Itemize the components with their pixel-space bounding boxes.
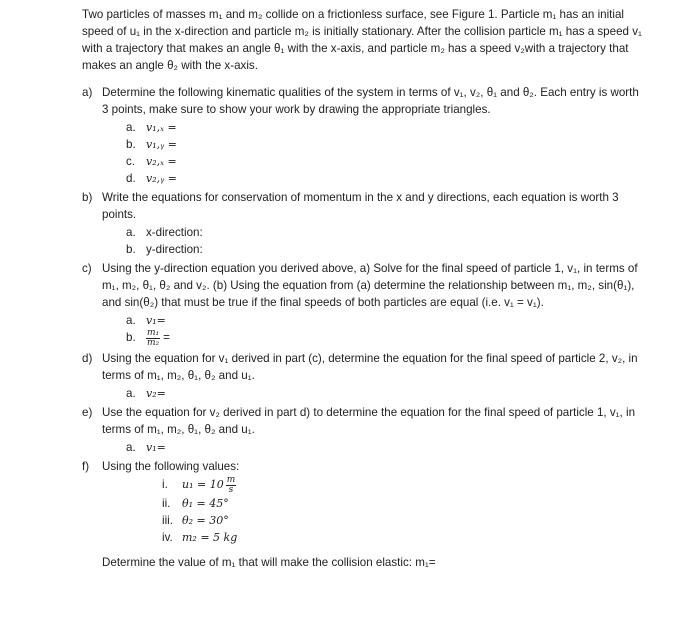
- sub-item: b. $\frac{\text{m₁}}{\text{m₂}}$ =: [126, 328, 170, 348]
- sub-item: a. x-direction:: [126, 226, 203, 239]
- closing-question: Determine the value of m₁ that will make the collision elastic: m₁=: [102, 556, 436, 569]
- question-label: b): [82, 191, 93, 204]
- question-e: [82, 404, 642, 456]
- question-f: [82, 458, 642, 571]
- sub-item: b. y-direction:: [126, 243, 203, 256]
- value-item: ii. θ₁ = 45°: [162, 497, 229, 510]
- question-b: [82, 189, 642, 258]
- question-text: Determine the following kinematic qualities of the system in terms of v₁, v₂, θ₁ and θ₂. Each entry is worth 3 points, make sure to show your work by drawing the appropriate triangles.: [102, 86, 639, 116]
- value-item: iii. θ₂ = 30°: [162, 514, 229, 527]
- question-label: a): [82, 86, 93, 99]
- sub-item: a. v₁=: [126, 441, 166, 454]
- sub-item: c. v₂,ₓ =: [126, 155, 177, 168]
- sub-item: a. v₁,ₓ =: [126, 121, 177, 134]
- question-text: Use the equation for v₂ derived in part d) to determine the equation for the final speed of particle 1, v₁, in terms of m₁, m₂, θ₁, θ₂ and u₁.: [102, 406, 636, 436]
- question-label: c): [82, 262, 92, 275]
- question-text: Using the y-direction equation you derived above, a) Solve for the final speed of particle 1, v₁, in terms of m₁, m₂, θ₁, θ₂ and v₂. (b) Using the equation from (a) determine the relationship between m₁, m₂, sin(θ₁), and sin(θ₂) that must be true if the final speeds of both particles are equal (i.e. v₁ = v₁).: [102, 262, 638, 309]
- question-text: Using the equation for v₁ derived in part (c), determine the equation for the final speed of particle 2, v₂, in terms of m₁, m₂, θ₁, θ₂ and u₁.: [102, 352, 638, 382]
- sub-item: d. v₂,ᵧ =: [126, 172, 177, 185]
- problem-document: [82, 6, 642, 571]
- question-text: Write the equations for conservation of momentum in the x and y directions, each equation is worth 3 points.: [102, 191, 619, 221]
- sub-item: b. v₁,ᵧ =: [126, 138, 177, 151]
- sub-item: a. v₂=: [126, 387, 166, 400]
- question-label: f): [82, 460, 90, 473]
- question-a: [82, 84, 642, 187]
- unit-fraction: m s: [226, 475, 236, 495]
- mass-ratio-fraction: $\frac{\text{m₁}}{\text{m₂}}$: [147, 328, 160, 348]
- value-item: iv. m₂ = 5 kg: [162, 531, 238, 544]
- question-c: [82, 260, 642, 348]
- question-label: d): [82, 352, 93, 365]
- question-text: Using the following values:: [102, 460, 240, 473]
- question-label: e): [82, 406, 93, 419]
- question-d: [82, 350, 642, 402]
- intro-paragraph: Two particles of masses m₁ and m₂ collide on a frictionless surface, see Figure 1. Particle m₁ has an initial speed of u₁ in the x-direction and particle m₂ is initially stationary. After the collision particle m₁ has a speed v₁ with a trajectory that makes an angle θ₁ with the x-axis, and particle m₂ has a speed v₂with a trajectory that makes an angle θ₂ with the x-axis.: [82, 8, 642, 72]
- value-item: i. u₁ = 10 m s: [162, 475, 236, 495]
- sub-item: a. v₁=: [126, 314, 166, 327]
